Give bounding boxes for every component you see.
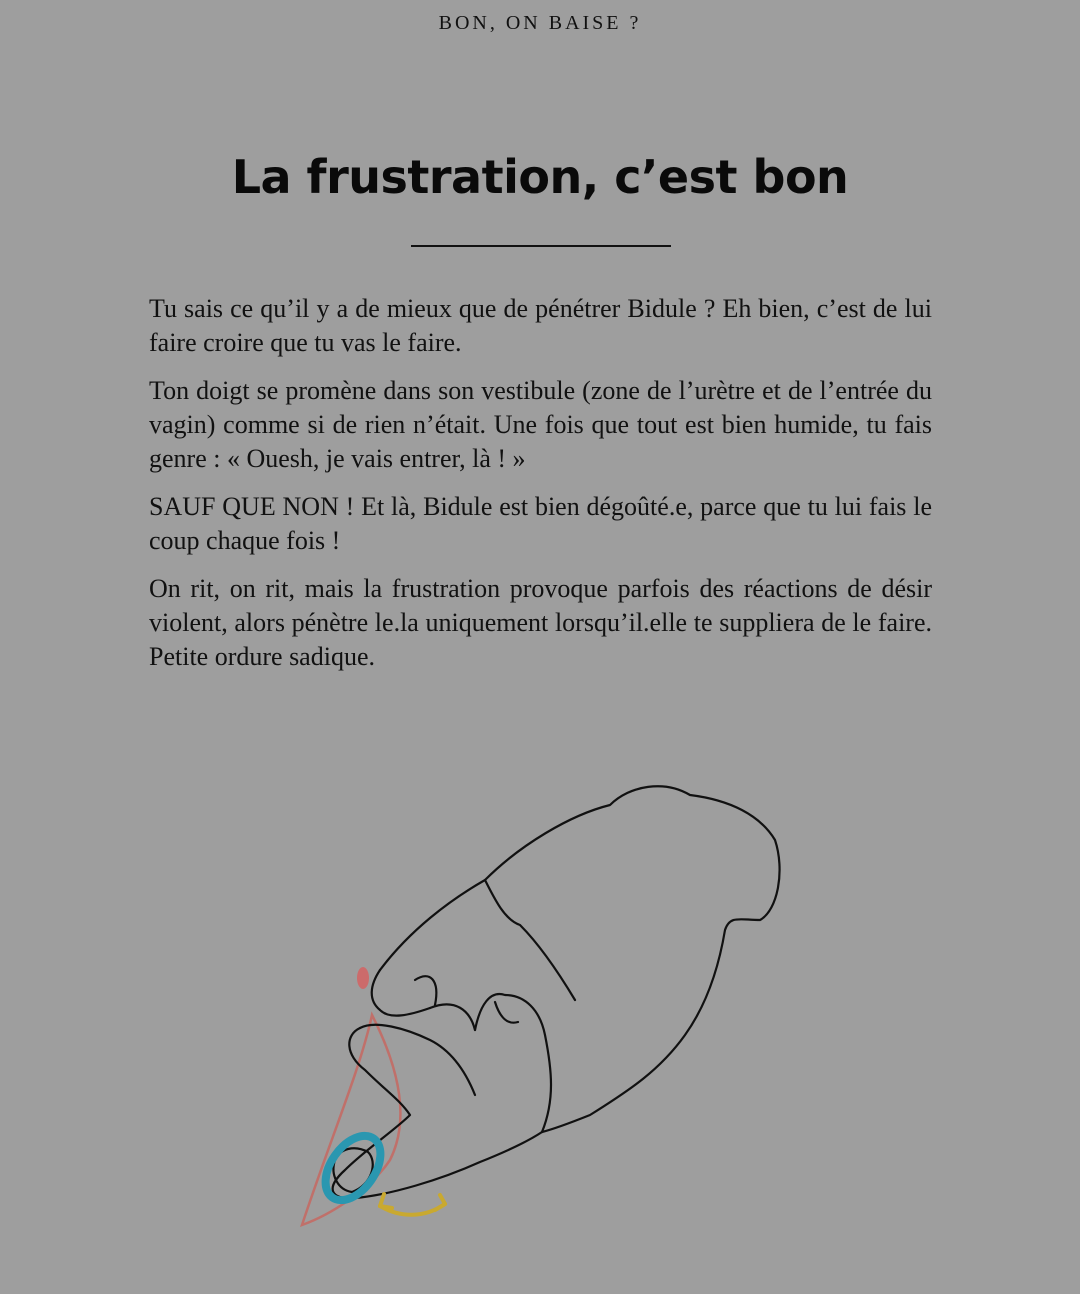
clitoris-dot [357,967,369,989]
hand-outline [333,786,780,1198]
running-header: BON, ON BAISE ? [438,12,642,34]
paragraph: SAUF QUE NON ! Et là, Bidule est bien dégoûté.e, parce que tu lui fais le coup chaque fois ! [149,492,932,555]
chapter-title: La frustration, c’est bon [231,150,849,204]
paragraph: On rit, on rit, mais la frustration provoque parfois des réactions de désir violent, alors pénètre le.la uniquement lorsqu’il.elle te suppliera de le faire. Petite ordure sadique. [149,574,932,671]
hand-illustration [290,770,790,1240]
paragraph: Tu sais ce qu’il y a de mieux que de pénétrer Bidule ? Eh bien, c’est de lui faire croire que tu vas le faire. [149,294,932,357]
motion-arrow [380,1194,445,1215]
body-text [149,292,932,688]
title-divider [411,245,671,247]
paragraph: Ton doigt se promène dans son vestibule (zone de l’urètre et de l’entrée du vagin) comme si de rien n’était. Une fois que tout est bien humide, tu fais genre : « Ouesh, je vais entrer, là ! » [149,376,932,473]
ring [314,1126,391,1210]
hand-drawing [290,770,790,1240]
